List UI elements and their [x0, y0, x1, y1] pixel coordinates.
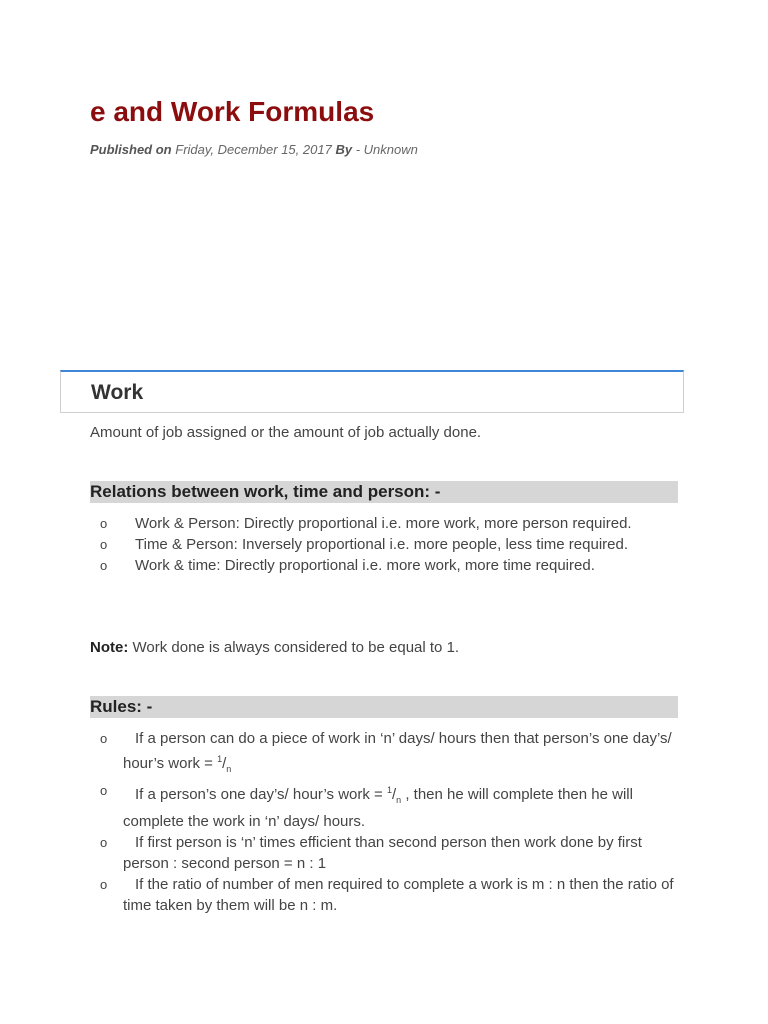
author: - Unknown: [355, 142, 418, 157]
by-label: By: [335, 142, 353, 157]
rule-text: If the ratio of number of men required to complete a work is m : n then the ratio of time taken by them will be n : m.: [123, 876, 674, 914]
bullet-icon: o: [100, 877, 108, 892]
fraction-numerator: 1: [386, 785, 392, 795]
list-item: [90, 874, 690, 916]
relation-text: Time & Person: Inversely proportional i.e. more people, less time required.: [135, 536, 629, 553]
note: [90, 639, 459, 656]
work-heading: Work: [91, 381, 144, 404]
rules-heading-band: [90, 696, 678, 718]
list-item: [90, 832, 690, 874]
published-label: Published on: [90, 142, 172, 157]
bullet-icon: o: [100, 731, 108, 746]
work-heading-box: [60, 370, 684, 413]
work-definition: Amount of job assigned or the amount of job actually done.: [90, 424, 482, 441]
list-item: [90, 728, 690, 780]
fraction-numerator: 1: [217, 754, 223, 764]
rules-list: [90, 728, 690, 916]
list-item: [90, 513, 690, 534]
rule-text: If first person is ‘n’ times efficient than second person then work done by first person : second person = n : 1: [123, 834, 642, 872]
list-item: [90, 780, 690, 832]
publish-date: Friday, December 15, 2017: [175, 142, 332, 157]
note-label: Note:: [90, 639, 129, 656]
note-text: Work done is always considered to be equal to 1.: [128, 639, 460, 656]
relation-text: Work & Person: Directly proportional i.e. more work, more person required.: [135, 515, 632, 532]
rule-text: If a person’s one day’s/ hour’s work = $^1/_n$ , then he will complete then he will complete the work in ‘n’ days/ hours.: [123, 785, 633, 830]
fraction-denominator: n: [226, 764, 232, 774]
fraction-denominator: n: [396, 795, 402, 805]
bullet-icon: o: [100, 835, 108, 850]
page-title: e and Work Formulas: [90, 96, 375, 127]
rule-text: If a person can do a piece of work in ‘n’ days/ hours then that person’s one day’s/ hour’s work = $^1/_n$: [123, 730, 672, 774]
relations-list: [90, 513, 690, 576]
relations-heading-band: [90, 481, 678, 503]
bullet-icon: o: [100, 558, 108, 573]
rule-text-post: , then he will complete then he will complete the work in ‘n’ days/ hours.: [123, 786, 633, 830]
bullet-icon: o: [100, 537, 108, 552]
relation-text: Work & time: Directly proportional i.e. more work, more time required.: [135, 557, 595, 574]
relations-heading: Relations between work, time and person: -: [90, 482, 441, 501]
rules-heading: Rules: -: [90, 697, 153, 716]
rule-text-pre: If a person can do a piece of work in ‘n’ days/ hours then that person’s one day’s/ hour’s work =: [123, 730, 672, 772]
bullet-icon: o: [100, 516, 108, 531]
list-item: [90, 555, 690, 576]
bullet-icon: o: [100, 783, 108, 798]
byline: [90, 142, 418, 157]
list-item: [90, 534, 690, 555]
rule-text-pre: If a person’s one day’s/ hour’s work =: [135, 786, 387, 803]
